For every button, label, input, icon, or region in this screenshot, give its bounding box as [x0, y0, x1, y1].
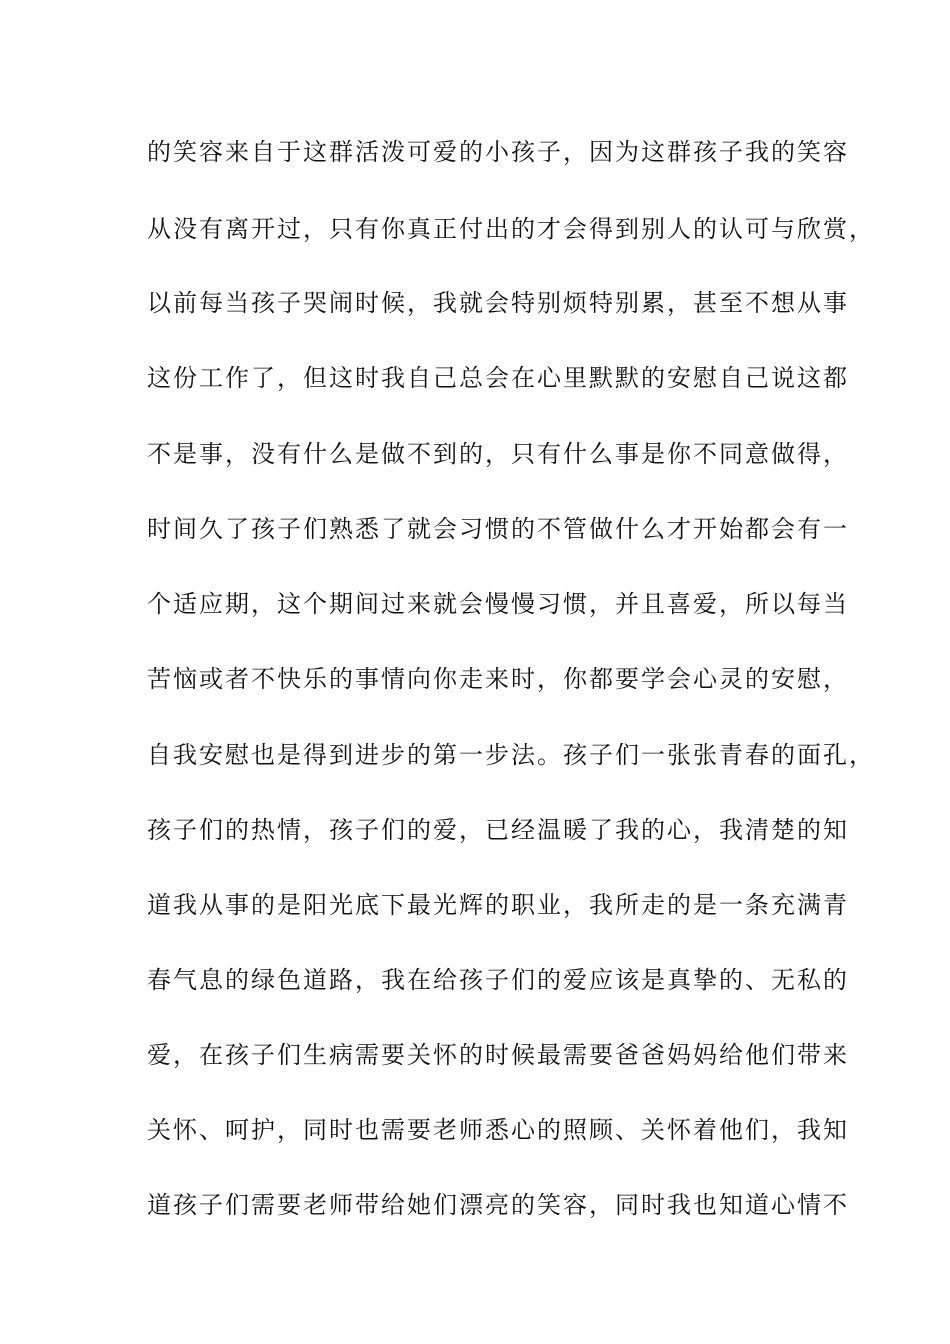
text-line-9: 自我安慰也是得到进步的第一步法。孩子们一张张青春的面孔，: [147, 741, 875, 769]
text-line-2: 从没有离开过，只有你真正付出的才会得到别人的认可与欣赏，: [147, 215, 875, 243]
text-line-13: 爱，在孩子们生病需要关怀的时候最需要爸爸妈妈给他们带来: [147, 1041, 849, 1069]
text-line-4: 这份工作了，但这时我自己总会在心里默默的安慰自己说这都: [147, 364, 849, 392]
text-line-8: 苦恼或者不快乐的事情向你走来时，你都要学会心灵的安慰，: [147, 665, 849, 693]
text-line-14: 关怀、呵护，同时也需要老师悉心的照顾、关怀着他们，我知: [147, 1116, 849, 1144]
text-line-10: 孩子们的热情，孩子们的爱，已经温暖了我的心，我清楚的知: [147, 816, 849, 844]
text-line-1: 的笑容来自于这群活泼可爱的小孩子，因为这群孩子我的笑容: [147, 138, 849, 166]
text-line-7: 个适应期，这个期间过来就会慢慢习惯，并且喜爱，所以每当: [147, 590, 849, 618]
text-line-6: 时间久了孩子们熟悉了就会习惯的不管做什么才开始都会有一: [147, 515, 849, 543]
text-line-15: 道孩子们需要老师带给她们漂亮的笑容，同时我也知道心情不: [147, 1191, 849, 1219]
text-line-5: 不是事，没有什么是做不到的，只有什么事是你不同意做得，: [147, 440, 849, 468]
text-line-11: 道我从事的是阳光底下最光辉的职业，我所走的是一条充满青: [147, 891, 849, 919]
text-line-12: 春气息的绿色道路，我在给孩子们的爱应该是真挚的、无私的: [147, 966, 849, 994]
text-line-3: 以前每当孩子哭闹时候，我就会特别烦特别累，甚至不想从事: [147, 289, 849, 317]
